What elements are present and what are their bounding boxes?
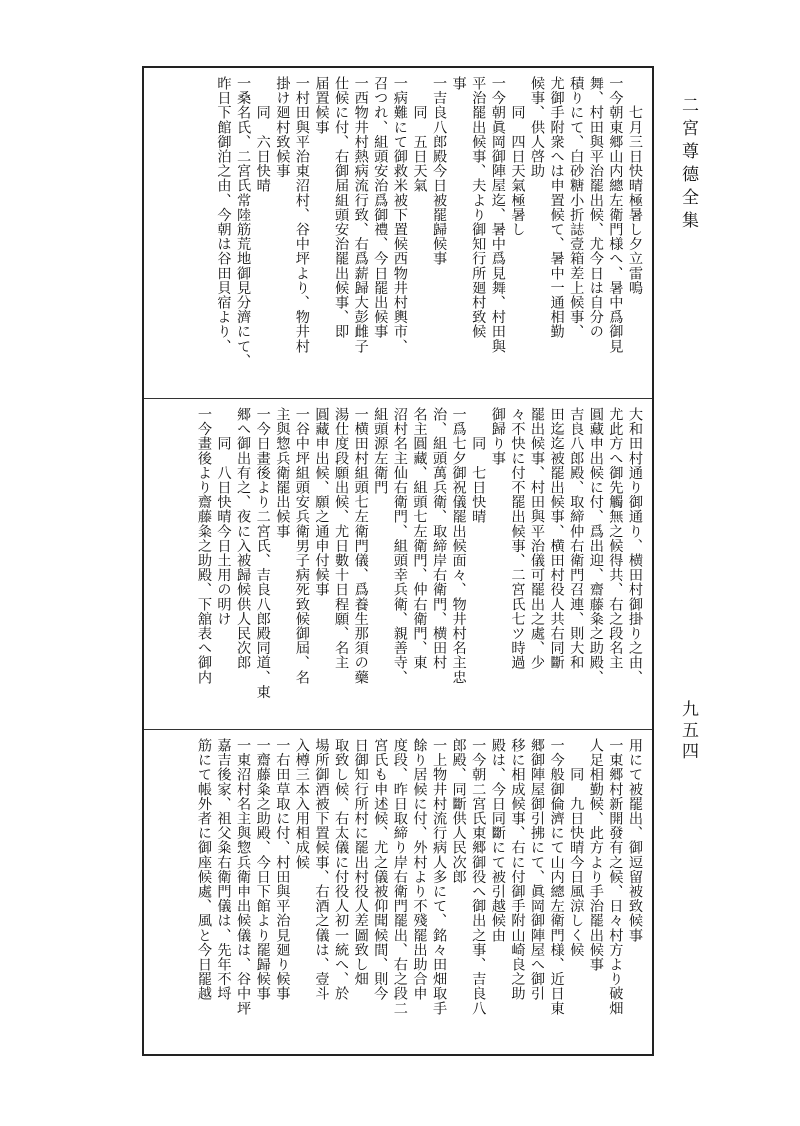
text-column: 湯仕度段願出候、尤日數十日程願、名主 xyxy=(333,407,350,670)
text-column: 田迄迄被罷出候事、横田村役人共右同斷 xyxy=(548,407,565,670)
text-frame xyxy=(142,66,654,1056)
text-column: 沼村名主仙右衛門、組頭幸兵衛、親善寺、 xyxy=(391,407,408,685)
text-column: 場所御酒被下置候事、右酒之儀は、壹斗 xyxy=(313,738,330,1001)
text-column: 移に相成候事、右に付御手附山崎良之助 xyxy=(509,738,526,1001)
text-column: 一今朝東郷山内總左衛門様へ、暑中爲御見 xyxy=(607,76,624,354)
text-column: 一東郷村新開發有之候、日々村方より破畑 xyxy=(607,738,624,1016)
text-column: 一今般御倫濟にて山内總左衛門様、近日東 xyxy=(548,738,565,1016)
text-column: 一齋藤粂之助殿、今日下館より罷歸候事 xyxy=(254,738,271,1001)
text-column: 郎殿、同斷供人民次郎 xyxy=(450,738,467,884)
text-column: 同 八日快晴今日土用の明け xyxy=(215,407,232,626)
text-column: 一西物井村熱病流行致、右爲薪歸大彭雌子 xyxy=(352,76,369,354)
text-column: 名主圓藏、組頭七左衛門、仲右衛門、東 xyxy=(411,407,428,670)
text-column: 吉良八郎殿、取締仲右衛門召連、則大和 xyxy=(568,407,585,670)
text-column: 一東沼村名主與惣兵衛申出候儀は、谷中坪 xyxy=(235,738,252,1016)
text-column: 一谷中坪組頭安兵衛男子病死致候御屆、名 xyxy=(293,407,310,685)
text-column: 一右田草取に付、村田與平治見廻り候事 xyxy=(274,738,291,1001)
text-column: 一今朝眞岡御陣屋迄、暑中爲見舞、村田與 xyxy=(489,76,506,354)
text-column: 組頭源左衛門 xyxy=(372,407,389,495)
text-column: 一横田村組頭七左衛門儀、爲養生那須の藥 xyxy=(352,407,369,685)
running-title: 二宮尊德全集 xyxy=(678,96,698,234)
text-column: 一上物井村流行病人多にて、銘々田畑取手 xyxy=(431,738,448,1016)
text-column: 一病難にて御救米被下置候西物井村輿市、 xyxy=(391,76,408,354)
text-column: 召つれ、組頭安治爲御禮、今日罷出候事 xyxy=(372,76,389,339)
text-column: 事 xyxy=(450,76,467,91)
text-column: 主與惣兵衛罷出候事 xyxy=(274,407,291,539)
middle-tier xyxy=(144,399,652,729)
text-column: 一吉良八郎殿今日被罷歸候事 xyxy=(431,76,448,266)
text-column: 入樽三本入用相成候 xyxy=(293,738,310,870)
page-number: 九五四 xyxy=(678,700,698,763)
middle-tier-text xyxy=(193,407,644,723)
text-column: 同 七日快晴 xyxy=(470,407,487,524)
text-column: 殿は、今日同斷にて被引越候由 xyxy=(489,738,506,943)
text-column: 人足相勤候、此方より手治罷出候事 xyxy=(587,738,604,972)
text-column: 々不快に付不罷出候事、二宮氏七ツ時過 xyxy=(509,407,526,670)
text-column: 七月三日快晴極暑し夕立雷鳴 xyxy=(627,76,643,295)
text-column: 取致し候、右太儀に付役人初一統へ、於 xyxy=(333,738,350,1001)
lower-tier-text xyxy=(193,738,644,1050)
text-column: 一桑名氏、二宮氏常陸筋荒地御見分濟にて、 xyxy=(235,76,252,368)
upper-tier-text xyxy=(213,76,644,392)
text-column: 郷へ御出有之、夜に入被歸候供人民次郎 xyxy=(235,407,252,670)
text-column: 掛け廻村致候事 xyxy=(274,76,291,179)
text-column: 積りにて、白砂糖小折誌壹箱差上候事、 xyxy=(568,76,585,339)
text-column: 一爲七夕御祝儀罷出候面々、物井村名主忠 xyxy=(450,407,467,685)
text-column: 治、組頭萬兵衛、取締岸右衛門、横田村 xyxy=(431,407,448,670)
text-column: 餘り居候に付、外村より不殘罷出助合申 xyxy=(411,738,428,1001)
text-column: 度段、昨日取締り岸右衛門罷出、右之段二 xyxy=(391,738,408,1016)
upper-tier xyxy=(144,68,652,398)
text-column: 罷出候事、村田與平治儀可罷出之處、少 xyxy=(529,407,546,670)
text-column: 一今畫後より齋藤粂之助殿、下舘表へ御内 xyxy=(195,407,212,685)
text-column: 同 六日快晴 xyxy=(254,76,271,193)
text-column: 尤御手附衆へは申置候て、暑中一通相勤 xyxy=(548,76,565,339)
text-column: 届置候事 xyxy=(313,76,330,135)
text-column: 昨日下館御泊之由、今朝は谷田貝宿より、 xyxy=(215,76,232,354)
text-column: 仕候に付、右御届組頭安治罷出候事、即 xyxy=(333,76,350,339)
text-column: 候事、供人啓助 xyxy=(529,76,546,179)
text-column: 御歸り事 xyxy=(489,407,506,466)
text-column: 圓藏申出候に付、爲出迎、齋藤粂之助殿、 xyxy=(587,407,604,685)
text-column: 平治罷出候事、夫より御知行所廻村致候 xyxy=(470,76,487,339)
text-column: 圓藏申出候、願之通申付候事 xyxy=(313,407,330,597)
lower-tier xyxy=(144,730,652,1056)
text-column: 日御知行所村に罷出村役人差圖致し畑 xyxy=(352,738,369,987)
text-column: 嘉吉後家、祖父粂右衛門儀は、先年不埒 xyxy=(215,738,232,1001)
text-column: 同 四日天氣極暑し xyxy=(509,76,526,237)
text-column: 一今日畫後より二宮氏、吉良八郎殿同道、東 xyxy=(254,407,271,699)
text-column: 一村田與平治東沼村、谷中坪より、物井村 xyxy=(293,76,310,354)
text-column: 同 九日快晴今日風涼しく候 xyxy=(568,738,585,957)
text-column: 大和田村通り御通り、横田村御掛り之由、 xyxy=(627,407,643,685)
text-column: 用にて被罷出、御逗留被致候事 xyxy=(627,738,643,943)
text-column: 筋にて帳外者に御座候處、風と今日罷越 xyxy=(195,738,212,1001)
text-column: 舞、村田與平治罷出候、尤今日は自分の xyxy=(587,76,604,339)
text-column: 宮氏も申述候、尤之儀被仰聞候間、則今 xyxy=(372,738,389,1001)
text-column: 郷御陣屋御引拂にて、眞岡御陣屋へ御引 xyxy=(529,738,546,1001)
text-column: 同 五日天氣 xyxy=(411,76,428,193)
text-column: 一今朝二宮氏東郷御役へ御出之事、吉良八 xyxy=(470,738,487,1016)
text-column: 尤此方へ御先觸無之候得共、右之段名主 xyxy=(607,407,624,670)
